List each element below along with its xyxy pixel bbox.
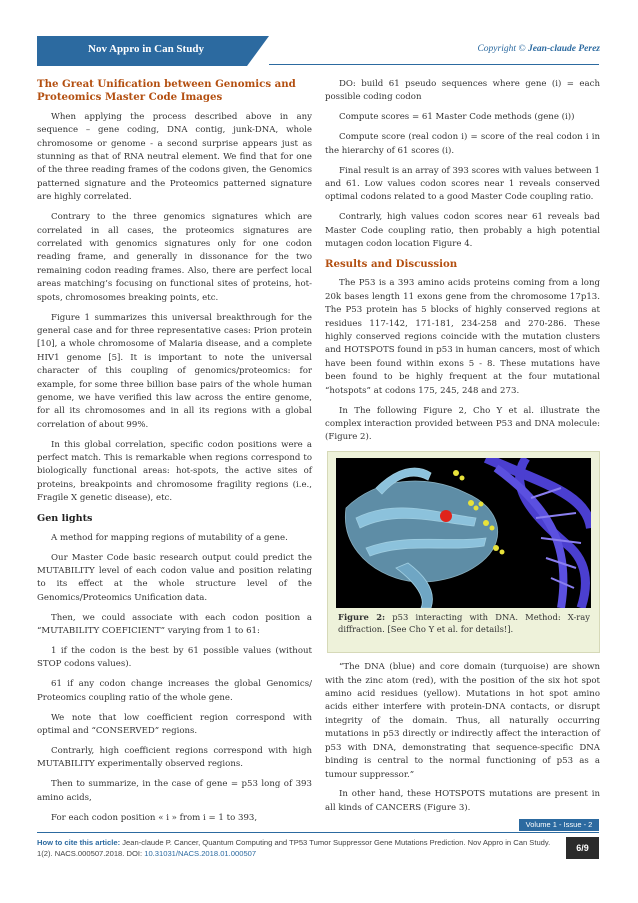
citation-text: Jean-claude P. Cancer, Quantum Computing and TP53 Tumor Suppressor Gene Mutations Prediction. Nov Appro in Can Study. 1(2). NACS.000507.2018. DOI: (37, 838, 551, 858)
paragraph: 61 if any codon change increases the global Genomics/ Proteomics coupling ratio of the whole gene. (37, 679, 312, 703)
paragraph: Our Master Code basic research output could predict the MUTABILITY level of each codon value and position relating to its effect at the whole structure level of the Genomics/Proteomics Unification data. (37, 552, 312, 603)
paragraph: In this global correlation, specific codon positions were a perfect match. This is remarkable when regions correspond to biologically functional areas: hot-spots, the active sites of proteins, breakpoints and chromosome fragility regions (i.e., Fragile X genetic disease), etc. (37, 439, 312, 504)
paragraph: Then to summarize, in the case of gene = p53 long of 393 amino acids, (37, 779, 312, 803)
citation-label: How to cite this article: (37, 838, 123, 847)
footer-rule (37, 832, 599, 833)
paragraph: Contrary to the three genomics signatures which are correlated in all cases, the proteomics signatures are correlated with genomics signatures only for one codon reading frame, and generally in dissonance for the two remaining codon reading frames. Also, there are perfect local areas matching’s focusing on functional sites of proteins, hot-spots, chromosomes breaking points, etc. (37, 212, 312, 303)
doi-link[interactable]: 10.31031/NACS.2018.01.000507 (144, 849, 257, 858)
page-number: 6/9 (566, 837, 599, 859)
paragraph: In The following Figure 2, Cho Y et al. illustrate the complex interaction provided between P53 and DNA molecule: (Figure 2). (325, 405, 600, 443)
paragraph: Then, we could associate with each codon position a “MUTABILITY COEFICIENT” varying from 1 to 61: (37, 612, 312, 637)
paragraph: 1 if the codon is the best by 61 possible values (without STOP codons values). (37, 645, 312, 670)
header-rule (269, 64, 599, 65)
figure-2 (327, 451, 600, 653)
section-heading-unification: The Great Unification between Genomics and Proteomics Master Code Images (37, 78, 296, 104)
figure-label: Figure 2: (338, 612, 386, 623)
figure-caption-text: p53 interacting with DNA. Method: X-ray diffraction. [See Cho Y et al. for details!]. (338, 612, 591, 634)
paragraph: When applying the process described above in any sequence – gene coding, DNA contig, junk-DNA, whole chromosome or genome - a second surprise appears just as stunning as that of RNA neutral element. We find that for one of the three reading frames of the codons given, the Genomics patterned signature and the Proteomics patterned signature are highly correlated. (37, 111, 312, 203)
paragraph: Compute score (real codon i) = score of the real codon i in the hierarchy of 61 scores (i). (325, 132, 600, 156)
paragraph: The P53 is a 393 amino acids proteins coming from a long 20k bases length 11 exons gene from the chromosome 17p13. The P53 protein has 5 blocks of highly conserved regions at residues 117-142, 171-181, 234-258 and 270-286. These highly conserved regions coincide with the mutation clusters and HOTSPOTS found in p53 in human cancers, most of which have been found within exons 5 - 8. These mutations have been found to be highly frequent at the four mutational “hotspots” at codons 175, 245, 248 and 273. (325, 278, 600, 396)
left-column (37, 78, 312, 831)
paragraph: Contrarly, high values codon scores near 61 reveals bad Master Code coupling ratio, then probably a high potential mutagen codon location Figure 4. (325, 212, 600, 250)
paragraph: Compute scores = 61 Master Code methods (gene (i)) (339, 112, 575, 123)
paragraph: “The DNA (blue) and core domain (turquoise) are shown with the zinc atom (red), with the position of the six hot spot amino acid residues (yellow). Mutations in hot spot amino acids either interfere with protein-DNA contacts, or disrupt integrity of the domain. Thus, all naturally occurring mutations in p53 directly or indirectly affect the interaction of p53 with DNA, demonstrating that sequence-specific DNA binding is central to the normal functioning of p53 as a tumour suppressor.” (325, 662, 600, 780)
paragraph: Figure 1 summarizes this universal breakthrough for the general case and for three representative cases: Prion protein [10], a whole chromosome of Malaria disease, and a complete HIV1 genome [5]. It is important to note the universal character of this coupling of genomics/proteomics: for example, for some three billion base pairs of the whole human genome, we have verified this law across the entire genome, for all its chromosomes and in all its regions with a global correlation of about 99%. (37, 312, 312, 430)
p53-dna-illustration (336, 458, 591, 608)
journal-banner-tail (247, 36, 269, 66)
paragraph: In other hand, these HOTSPOTS mutations are present in all kinds of CANCERS (Figure 3). (325, 789, 600, 813)
journal-title: Nov Appro in Can Study (88, 43, 204, 55)
copyright-prefix: Copyright © (477, 44, 528, 54)
page-header (0, 36, 638, 66)
volume-badge: Volume 1 - Issue - 2 (519, 819, 599, 831)
section-heading-results: Results and Discussion (325, 257, 458, 270)
citation (37, 837, 557, 859)
paragraph: For each codon position « i » from i = 1 to 393, (51, 812, 258, 823)
p53-dna-structure-image (336, 458, 591, 608)
right-column (325, 78, 600, 822)
subsection-heading-gen-lights: Gen lights (37, 513, 93, 525)
paragraph: We note that low coefficient region correspond with optimal and “CONSERVED” regions. (37, 712, 312, 736)
copyright-author: Jean-claude Perez (527, 44, 600, 54)
figure-caption (338, 612, 590, 635)
copyright (477, 44, 600, 54)
zinc-atom-icon (440, 510, 452, 522)
paragraph: Contrarly, high coefficient regions correspond with high MUTABILITY experimentally observed regions. (37, 745, 312, 770)
paragraph: Final result is an array of 393 scores with values between 1 and 61. Low values codon scores near 1 reveals conserved optimal codons related to a good Master Code coupling ratio. (325, 165, 600, 203)
paragraph: DO: build 61 pseudo sequences where gene (i) = each possible coding codon (325, 79, 600, 103)
paragraph: A method for mapping regions of mutability of a gene. (51, 532, 288, 543)
